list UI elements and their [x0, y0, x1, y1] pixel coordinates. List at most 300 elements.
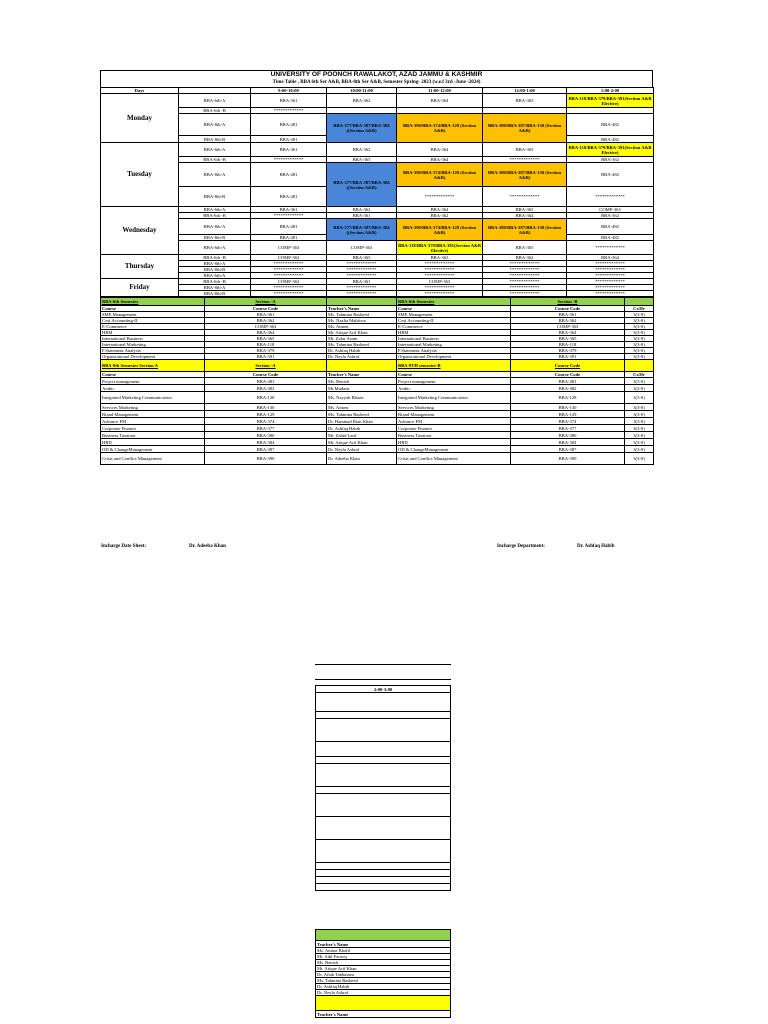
page2-green-band — [316, 930, 451, 941]
page2-row — [316, 840, 451, 863]
page2-cell — [316, 719, 451, 742]
class-slot: ************* — [567, 291, 654, 297]
course-row-cell: SME Management — [397, 312, 511, 318]
page2-teacher-list — [315, 929, 451, 1018]
class-slot: BBA-361 — [327, 213, 397, 219]
course-row-cell: Mr.Mudasir — [327, 385, 397, 392]
teacher-name: Mr. Atique Arif Khan — [316, 966, 451, 972]
course-row-cell: BBA-118 — [511, 342, 625, 348]
incharge-department-name: Dr. Ashfaq Habib — [577, 544, 615, 549]
course-row-cell: BBA-384 — [205, 439, 327, 446]
course-row — [101, 392, 654, 404]
class-slot: ************* — [327, 273, 397, 279]
incharge-department-label: Incharge Department: — [497, 544, 545, 549]
teacher-name: Dr. Aftab Tabbasum — [316, 972, 451, 978]
course-row-cell: BBA-379 — [511, 348, 625, 354]
course-col-header-cell: Course — [101, 306, 205, 312]
section-label: BBA-6th-A — [179, 94, 251, 108]
section-label: BBA-6th-A — [179, 143, 251, 157]
course-row-cell: Mr. Zafar Azam — [327, 336, 397, 342]
course-col-header-cell: Teacher's Name — [327, 372, 397, 378]
course-row-cell: 3(3-0) — [625, 453, 654, 465]
section-label: BBA-8th-B — [179, 267, 251, 273]
class-slot: ************* — [397, 285, 483, 291]
class-slot: ************* — [483, 157, 567, 163]
day-label: Thursday — [101, 255, 179, 279]
page2-line-2 — [315, 679, 451, 680]
course-row-cell: HRD — [101, 439, 205, 446]
class-slot: ************* — [251, 261, 327, 267]
class-slot: BBA-365 — [483, 143, 567, 157]
page2-time-head: 2:00-3:00 — [316, 686, 451, 693]
timetable-row — [101, 241, 654, 255]
course-row-cell: BBA-384 — [511, 439, 625, 446]
page2-cell — [316, 884, 451, 891]
course-row-cell: 3(3-0) — [625, 318, 654, 324]
class-slot: ************* — [327, 285, 397, 291]
timetable-body — [101, 94, 654, 297]
class-slot: BBA-377/BBA-387/BBA-384 ((Section A&B) — [327, 163, 397, 207]
course-row-cell: Crisis and Conflict Management — [397, 453, 511, 465]
course-row-cell: BBA-129 — [511, 411, 625, 418]
course-row-cell: E-Commerce — [397, 324, 511, 330]
course-row-cell: Business Taxation — [397, 432, 511, 439]
course-row-cell: 3(3-0) — [625, 330, 654, 336]
class-slot: BBA-482 — [567, 136, 654, 143]
class-slot: BBA-361 — [251, 143, 327, 157]
course-row-cell: Corporate Finance — [101, 425, 205, 432]
semester6-header-cell: Section -B — [511, 298, 625, 306]
course-row-cell: Dr. Adeeba Khan — [327, 453, 397, 465]
section-label: BBA-6th-A — [179, 207, 251, 213]
semester8-header-cell: BBA-8TH semester-B — [397, 360, 511, 372]
course-row-cell: Project management — [397, 378, 511, 385]
class-slot: BBA-364 — [397, 207, 483, 213]
course-row-cell: Ms. Nazlia Mahfooz — [327, 318, 397, 324]
page2-cell — [316, 757, 451, 764]
semester6-header-cell: BBA-6th Semester — [397, 298, 511, 306]
course-row-cell: F.Statement Analysis — [101, 348, 205, 354]
class-slot: ************* — [483, 267, 567, 273]
section-label: BBA-8th-A — [179, 285, 251, 291]
incharge-datesheet-name: Dr. Adeeba Khan — [189, 544, 226, 549]
course-row-cell: BBA-364 — [511, 330, 625, 336]
course-row-cell: BBA-377 — [205, 425, 327, 432]
page2-row — [316, 742, 451, 757]
course-row — [101, 453, 654, 465]
class-slot: ************* — [397, 291, 483, 297]
course-row-cell: E-Commerce — [101, 324, 205, 330]
class-slot: ************* — [251, 157, 327, 163]
class-slot: BBA-390/BBA-374/BBA-128 (Section A&B) — [397, 163, 483, 187]
page2-row — [316, 870, 451, 877]
course-row-cell: Organizational Development — [101, 354, 205, 360]
page2-row — [316, 817, 451, 840]
class-slot: BBA-364 — [397, 94, 483, 108]
timetable-row — [101, 163, 654, 187]
course-row-cell: 3(3-0) — [625, 336, 654, 342]
class-slot: ************* — [251, 273, 327, 279]
course-row-cell: Ms. Aimen — [327, 404, 397, 411]
semester6-header — [101, 298, 654, 306]
section-label: BBA-6th -B — [179, 157, 251, 163]
class-slot: ************* — [327, 261, 397, 267]
page2-cell — [316, 877, 451, 884]
class-slot: BBA-365 — [483, 94, 567, 108]
class-slot: ************* — [567, 267, 654, 273]
course-row-cell: Services Marketing — [397, 404, 511, 411]
class-slot: BBA-362 — [327, 207, 397, 213]
section-label: BBA-6th -B — [179, 108, 251, 114]
course-row — [101, 411, 654, 418]
class-slot: ************* — [483, 291, 567, 297]
class-slot: ************* — [483, 273, 567, 279]
class-slot: ************* — [251, 213, 327, 219]
page2-row — [316, 877, 451, 884]
course-row — [101, 378, 654, 385]
course-row-cell: Project management — [101, 378, 205, 385]
page2-teacher-head2-row — [316, 1011, 451, 1018]
course-row-cell: Dr. Neyla Ashraf — [327, 446, 397, 453]
course-row-cell: Crisis and Conflict Management — [101, 453, 205, 465]
course-row-cell: Ms. Tahmina Rasheed — [327, 312, 397, 318]
course-row-cell: OD & ChangeManagement — [101, 446, 205, 453]
class-slot: BBA-362 — [397, 213, 483, 219]
class-slot: BBA-390/BBA-374/BBA-128 (Section A&B) — [397, 219, 483, 241]
page2-cell — [316, 693, 451, 712]
course-col-header-cell: Teacher's Name — [327, 306, 397, 312]
course-row — [101, 385, 654, 392]
course-row-cell: HRD — [397, 439, 511, 446]
course-row-cell: BBA-130 — [511, 404, 625, 411]
page2-cell — [316, 870, 451, 877]
course-row-cell: Corporate Finance — [397, 425, 511, 432]
course-row-cell: BBA-130 — [205, 404, 327, 411]
class-slot: BBA-481 — [251, 163, 327, 187]
page2-row — [316, 794, 451, 817]
section-label: BBA-8th-A — [179, 163, 251, 187]
course-row-cell: Ms. Aimen — [327, 324, 397, 330]
course-col-header-cell: Course — [397, 372, 511, 378]
teacher-name: Dr. Ashfaq Habib — [316, 984, 451, 990]
class-slot: BBA-361 — [251, 94, 327, 108]
course-row-cell: Arabic — [397, 385, 511, 392]
section-label: BBA-6th -B — [179, 255, 251, 261]
class-slot: BBA-377/BBA-387/BBA-384 ((Section A&B) — [327, 219, 397, 241]
page2-teacher-head-row — [316, 941, 451, 948]
course-row-cell: International Business — [397, 336, 511, 342]
semester6-header-cell — [327, 298, 397, 306]
course-row-cell: Advance FM — [397, 418, 511, 425]
class-slot: ************* — [397, 187, 483, 207]
class-slot: ************* — [567, 241, 654, 255]
semester8-header-cell — [327, 360, 397, 372]
timetable-sheet — [100, 70, 653, 465]
course-row-cell: 3(3-0) — [625, 432, 654, 439]
class-slot: BBA-361 — [327, 279, 397, 285]
section-label: BBA-8th-B — [179, 235, 251, 241]
class-slot: BBA-118/BBA-379/BBA-391(Section A&B Elective) — [398, 242, 481, 253]
course-row — [101, 425, 654, 432]
class-slot: ************* — [251, 267, 327, 273]
class-slot: BBA-380/BBA-387/BBA-130 (Section A&B) — [483, 219, 567, 241]
class-slot: ************* — [567, 285, 654, 291]
semester8-header — [101, 360, 654, 372]
course-row-cell: Brand Management — [397, 411, 511, 418]
class-slot: COMP-363 — [567, 207, 654, 213]
class-slot: ************* — [397, 267, 483, 273]
course-row-cell: 3(3-0) — [625, 418, 654, 425]
class-slot: BBA-365 — [327, 157, 397, 163]
class-slot: COMP-363 — [327, 241, 397, 255]
class-slot: BBA-118/BBA-379/BBA-391(Section A&B Elective) — [567, 94, 654, 108]
course-row-cell: BBA-391 — [511, 354, 625, 360]
class-slot: COMP-363 — [251, 279, 327, 285]
class-slot: BBA-363 — [397, 255, 483, 261]
course-row-cell: Advance FM — [101, 418, 205, 425]
class-slot: BBA-377/BBA-387/BBA-384 ((Section A&B) — [327, 114, 397, 143]
course-row-cell: SME Management — [101, 312, 205, 318]
course-row-cell: BBA-364 — [205, 330, 327, 336]
class-slot: ************* — [483, 261, 567, 267]
day-label: Wednesday — [101, 207, 179, 255]
course-row-cell: BBA-481 — [511, 378, 625, 385]
course-row-cell: Mr. Atique Arif Khan — [327, 330, 397, 336]
page2-row — [316, 693, 451, 712]
class-slot: ************* — [483, 279, 567, 285]
teacher-name: Mr. Adil Farooq — [316, 954, 451, 960]
page2-row — [316, 712, 451, 719]
class-slot: ************* — [567, 273, 654, 279]
course-row-cell: 3(3-0) — [625, 342, 654, 348]
course-row-cell: 3(3-0) — [625, 392, 654, 404]
course-row-cell: Dr. Hammad Rian Khan — [327, 418, 397, 425]
section-label: BBA-8th-A — [179, 261, 251, 267]
class-slot: BBA-481 — [251, 235, 327, 241]
page2-time-grid — [315, 685, 451, 891]
course-row — [101, 404, 654, 411]
semester6-header-cell: BBA-6th Semester — [101, 298, 205, 306]
course-row-cell: 3(3-0) — [625, 378, 654, 385]
page2-teacher-head-2: Teacher's Name — [316, 1011, 451, 1018]
course-row — [101, 432, 654, 439]
class-slot: BBA-380/BBA-387/BBA-130 (Section A&B) — [483, 114, 567, 143]
course-row-cell: BBA-365 — [205, 336, 327, 342]
class-slot: BBA-362 — [327, 94, 397, 108]
semester8-header-cell: Course Code — [511, 360, 625, 372]
page2-yellow-band — [316, 996, 451, 1011]
course-row — [101, 418, 654, 425]
course-row-cell: BBA-361 — [205, 312, 327, 318]
course-row-cell: Ms. Tahmina Rasheed — [327, 411, 397, 418]
course-row-cell: Business Taxation — [101, 432, 205, 439]
class-slot: ************* — [483, 285, 567, 291]
section-label: BBA-6th-A — [179, 273, 251, 279]
class-slot: BBA-482 — [567, 163, 654, 187]
class-slot: BBA-118/BBA-379/BBA-391(Section A&B Elective) — [567, 143, 654, 157]
semester6-header-cell — [625, 298, 654, 306]
class-slot: BBA-365 — [483, 207, 567, 213]
day-label: Friday — [101, 279, 179, 297]
course-row-cell: BBA-361 — [511, 312, 625, 318]
page2-green-row — [316, 930, 451, 941]
course-row-cell: BBA-482 — [205, 385, 327, 392]
class-slot: BBA-364 — [567, 255, 654, 261]
day-label: Tuesday — [101, 143, 179, 207]
course-row-cell: Dr. Ashfaq Habib — [327, 425, 397, 432]
class-slot: BBA-482 — [567, 114, 654, 136]
course-row-cell: BBA-374 — [511, 418, 625, 425]
class-slot: BBA-365 — [327, 255, 397, 261]
class-slot: BBA-364 — [483, 213, 567, 219]
course-row-cell: BBA-129 — [205, 411, 327, 418]
course-row-cell: BBA-379 — [205, 348, 327, 354]
incharge-datesheet-label: Incharge Date Sheet: — [101, 544, 146, 549]
class-slot: BBA-364 — [397, 143, 483, 157]
course-row-cell: 3(3-0) — [625, 446, 654, 453]
class-slot: BBA-482 — [567, 219, 654, 235]
class-slot: ************* — [397, 273, 483, 279]
course-row-cell: BBA-374 — [205, 418, 327, 425]
semester6-header-cell: Section -A — [205, 298, 327, 306]
course-row-cell: BBA-362 — [205, 318, 327, 324]
class-slot: BBA-361 — [251, 207, 327, 213]
university-title: UNIVERSITY OF POONCH RAWALAKOT, AZAD JAMMU & KASHMIR — [270, 71, 483, 78]
page2-time-head-row — [316, 686, 451, 693]
course-row-cell: 3(3-0) — [625, 425, 654, 432]
course-table — [100, 297, 654, 465]
course-table-body — [101, 298, 654, 465]
semester8-header-cell: Section -A — [205, 360, 327, 372]
course-row-cell: BBA-380 — [205, 432, 327, 439]
class-slot: ************* — [251, 285, 327, 291]
class-slot: ************* — [251, 108, 327, 114]
course-row-cell: 3(3-0) — [625, 411, 654, 418]
class-slot: ************* — [327, 267, 397, 273]
section-label: BBA-8th-B — [179, 136, 251, 143]
section-label: BBA-8th-B — [179, 291, 251, 297]
timetable-row — [101, 114, 654, 136]
timetable-row — [101, 291, 654, 297]
class-slot: COMP-363 — [251, 241, 327, 255]
course-col-header-cell: Course — [397, 306, 511, 312]
course-col-header-cell: Cr.Hr — [625, 372, 654, 378]
course-row-cell: Cost Accounting-II — [101, 318, 205, 324]
course-col-header-cell: Cr.Hr — [625, 306, 654, 312]
page2-teacher-head: Teacher's Name — [316, 941, 451, 948]
weekly-timetable — [100, 87, 654, 297]
section-label: BBA-6th -B — [179, 213, 251, 219]
teacher-name: Dr. Neyla Ashraf — [316, 990, 451, 996]
course-row-cell: Ms. Nayyab Bhazir — [327, 392, 397, 404]
course-row-cell: BBA-391 — [205, 354, 327, 360]
course-row-cell: Mr. Atique Arif Khan — [327, 439, 397, 446]
header-slot-4: 12:00-1:00 — [483, 88, 567, 94]
section-label: BBA-8th-B — [179, 187, 251, 207]
course-row-cell: BBA-118 — [205, 342, 327, 348]
course-row-cell: Ms. Benish — [327, 378, 397, 385]
teacher-name: Ms. Benish — [316, 960, 451, 966]
course-row-cell: Brand Management — [101, 411, 205, 418]
course-row-cell: HRM — [101, 330, 205, 336]
course-row-cell: BBA-128 — [205, 392, 327, 404]
course-col-header-cell: Course Code — [511, 306, 625, 312]
course-col-header-cell: Course Code — [205, 372, 327, 378]
class-slot: BBA-380/BBA-387/BBA-130 (Section A&B) — [483, 163, 567, 187]
course-row — [101, 439, 654, 446]
page2-row — [316, 884, 451, 891]
page2-cell — [316, 712, 451, 719]
class-slot: BBA-482 — [567, 235, 654, 241]
course-row-cell: BBA-387 — [205, 446, 327, 453]
page2-row — [316, 787, 451, 794]
course-row-cell: F.Statement Analysis — [397, 348, 511, 354]
header-slot-1: 9:00-10:00 — [251, 88, 327, 94]
class-slot: BBA-481 — [251, 219, 327, 235]
course-row-cell: Cost Accounting-II — [397, 318, 511, 324]
course-row-cell: Organizational Development — [397, 354, 511, 360]
page2-cell — [316, 787, 451, 794]
timetable-row — [101, 94, 654, 108]
course-row-cell: COMP-363 — [511, 324, 625, 330]
course-col-header-cell: Course — [101, 372, 205, 378]
class-slot: BBA-365 — [483, 241, 567, 255]
page2-cell — [316, 794, 451, 817]
class-slot: BBA-481 — [251, 136, 327, 143]
course-row-cell: 3(3-0) — [625, 348, 654, 354]
course-row-cell: BBA-128 — [511, 392, 625, 404]
course-row-cell: BBA-377 — [511, 425, 625, 432]
teacher-name: Ms. Amina Khalil — [316, 948, 451, 954]
header-days: Days — [101, 88, 179, 94]
course-row — [101, 446, 654, 453]
class-slot: ************* — [251, 291, 327, 297]
header-slot-3: 11:00-12:00 — [397, 88, 483, 94]
day-label: Monday — [101, 94, 179, 143]
course-row-cell: 3(3-0) — [625, 324, 654, 330]
course-row-cell: 2(2-0) — [625, 385, 654, 392]
course-col-header-cell: Course Code — [511, 372, 625, 378]
course-row-cell: OD & ChangeManagement — [397, 446, 511, 453]
course-row-cell: BBA-482 — [511, 385, 625, 392]
course-row-cell: Integrated Marketing Communication — [397, 392, 511, 404]
section-label: BBA-6th -B — [179, 279, 251, 285]
course-row-cell: Ms. Tahmina Rasheed — [327, 342, 397, 348]
timetable-row — [101, 219, 654, 235]
course-row-cell: BBA-365 — [511, 336, 625, 342]
header-slot-5: 1:00-2:00 — [567, 88, 654, 94]
page2-row — [316, 764, 451, 787]
class-slot: ************* — [397, 261, 483, 267]
page2-row — [316, 757, 451, 764]
course-row-cell: Mr. Zahid Latif — [327, 432, 397, 439]
course-row-cell: BBA-362 — [511, 318, 625, 324]
class-slot: BBA-362 — [567, 157, 654, 163]
class-slot: BBA-362 — [327, 143, 397, 157]
course-row-cell: Integrated Marketing Communication — [101, 392, 205, 404]
course-row-cell: 3(3-0) — [625, 404, 654, 411]
course-row-cell: COMP-363 — [205, 324, 327, 330]
course-row-cell: HRM — [397, 330, 511, 336]
class-slot: BBA-362 — [483, 255, 567, 261]
timetable-subtitle: Time Table , BBA 6th Ser A&B, BBA-8th Ser A&B, Semester Spring- 2023 (w.e.f 3rd -June -2024) — [272, 80, 481, 85]
section-label: BBA-6th-A — [179, 241, 251, 255]
course-col-header-cell: Course Code — [205, 306, 327, 312]
class-slot: COMP-363 — [397, 279, 483, 285]
header-slot-2: 10:00-11:00 — [327, 88, 397, 94]
page2-line-1 — [315, 664, 451, 665]
class-slot: ************* — [483, 187, 567, 207]
